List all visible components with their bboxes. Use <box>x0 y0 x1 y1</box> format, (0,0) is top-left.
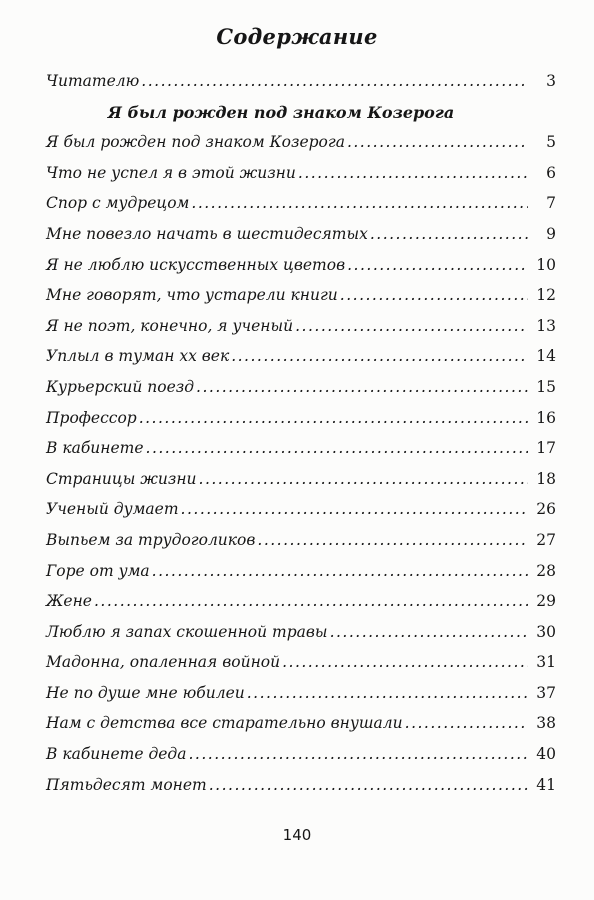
toc-entry <box>46 581 556 612</box>
toc-entry <box>46 519 556 550</box>
page-number: 140 <box>282 826 312 844</box>
toc-entry <box>46 213 556 244</box>
toc-entry-page: 17 <box>536 439 556 458</box>
toc-entry-label: Горе от ума <box>46 561 150 580</box>
toc-entry-label: Не по душе мне юбилеи <box>46 683 245 702</box>
toc-entry <box>46 489 556 520</box>
leader-dots <box>257 530 528 550</box>
leader-dots <box>298 163 528 183</box>
toc-entry-page: 5 <box>546 133 556 152</box>
toc-entry-page: 38 <box>536 714 556 733</box>
toc-entry-list <box>46 122 556 795</box>
leader-dots <box>199 469 528 489</box>
toc-entry-page: 37 <box>536 683 556 702</box>
toc-entry-page: 41 <box>536 775 556 794</box>
leader-dots <box>231 346 528 366</box>
toc-entry-label: Пятьдесят монет <box>46 775 207 794</box>
toc-entry-page: 10 <box>536 255 556 274</box>
toc-entry-page: 16 <box>536 408 556 427</box>
leader-dots <box>282 652 528 672</box>
toc-entry <box>46 764 556 795</box>
toc-entry-label: Читателю <box>46 71 140 90</box>
toc-entry <box>46 642 556 673</box>
toc-entry-page: 40 <box>536 745 556 764</box>
toc-entry <box>46 183 556 214</box>
toc-entry-page: 9 <box>546 224 556 243</box>
leader-dots <box>295 316 528 336</box>
toc-entry <box>46 122 556 153</box>
toc-entry-page: 27 <box>536 530 556 549</box>
table-of-contents <box>46 60 556 795</box>
toc-entry-label: Профессор <box>46 408 137 427</box>
toc-entry <box>46 305 556 336</box>
toc-entry-page: 31 <box>536 653 556 672</box>
toc-entry <box>46 672 556 703</box>
toc-entry-label: Мне говорят, что устарели книги <box>46 286 338 305</box>
leader-dots <box>196 377 528 397</box>
toc-entry-intro <box>46 60 556 91</box>
toc-entry-label: В кабинете <box>46 439 144 458</box>
toc-entry-label: Страницы жизни <box>46 469 197 488</box>
toc-entry-page: 12 <box>536 286 556 305</box>
leader-dots <box>370 224 528 244</box>
toc-entry <box>46 428 556 459</box>
toc-entry <box>46 336 556 367</box>
toc-entry-label: Я не люблю искусственных цветов <box>46 255 346 274</box>
toc-entry-page: 14 <box>536 347 556 366</box>
toc-entry <box>46 275 556 306</box>
leader-dots <box>347 132 528 152</box>
toc-entry-label: Нам с детства все старательно внушали <box>46 714 403 733</box>
toc-entry <box>46 397 556 428</box>
toc-entry-page: 26 <box>536 500 556 519</box>
leader-dots <box>141 71 528 91</box>
toc-section-heading: Я был рожден под знаком Козерога <box>107 102 455 122</box>
toc-entry-page: 13 <box>536 316 556 335</box>
leader-dots <box>191 193 528 213</box>
toc-entry <box>46 366 556 397</box>
toc-entry-label: Я был рожден под знаком Козерога <box>46 133 345 152</box>
toc-entry-label: Мадонна, опаленная войной <box>46 653 281 672</box>
leader-dots <box>340 285 528 305</box>
toc-entry-label: Уплыл в туман хх век <box>46 347 230 366</box>
toc-entry-page: 3 <box>546 71 556 90</box>
toc-entry-page: 7 <box>546 194 556 213</box>
leader-dots <box>209 775 528 795</box>
leader-dots <box>146 438 528 458</box>
leader-dots <box>347 255 528 275</box>
toc-entry <box>46 611 556 642</box>
toc-entry-label: Выпьем за трудоголиков <box>46 530 256 549</box>
toc-entry-page: 18 <box>536 469 556 488</box>
leader-dots <box>181 499 528 519</box>
toc-entry-page: 15 <box>536 377 556 396</box>
leader-dots <box>189 744 529 764</box>
toc-entry-page: 28 <box>536 561 556 580</box>
leader-dots <box>330 622 528 642</box>
toc-entry-label: Спор с мудрецом <box>46 194 190 213</box>
toc-title: Содержание <box>216 24 378 49</box>
toc-entry-label: Что не успел я в этой жизни <box>46 163 296 182</box>
toc-entry-label: Ученый думает <box>46 500 179 519</box>
toc-entry-label: Люблю я запах скошенной травы <box>46 622 328 641</box>
toc-entry-label: Жене <box>46 592 92 611</box>
leader-dots <box>94 591 528 611</box>
toc-entry-label: Курьерский поезд <box>46 377 195 396</box>
toc-entry <box>46 152 556 183</box>
leader-dots <box>152 561 528 581</box>
toc-entry <box>46 733 556 764</box>
leader-dots <box>405 713 528 733</box>
leader-dots <box>139 408 528 428</box>
toc-entry-page: 6 <box>546 163 556 182</box>
toc-entry <box>46 703 556 734</box>
toc-entry-label: В кабинете деда <box>46 745 187 764</box>
toc-entry-label: Я не поэт, конечно, я ученый <box>46 316 294 335</box>
toc-entry-page: 30 <box>536 622 556 641</box>
toc-entry-label: Мне повезло начать в шестидесятых <box>46 224 368 243</box>
toc-entry <box>46 244 556 275</box>
toc-entry <box>46 550 556 581</box>
toc-entry-page: 29 <box>536 592 556 611</box>
toc-entry <box>46 458 556 489</box>
leader-dots <box>247 683 528 703</box>
